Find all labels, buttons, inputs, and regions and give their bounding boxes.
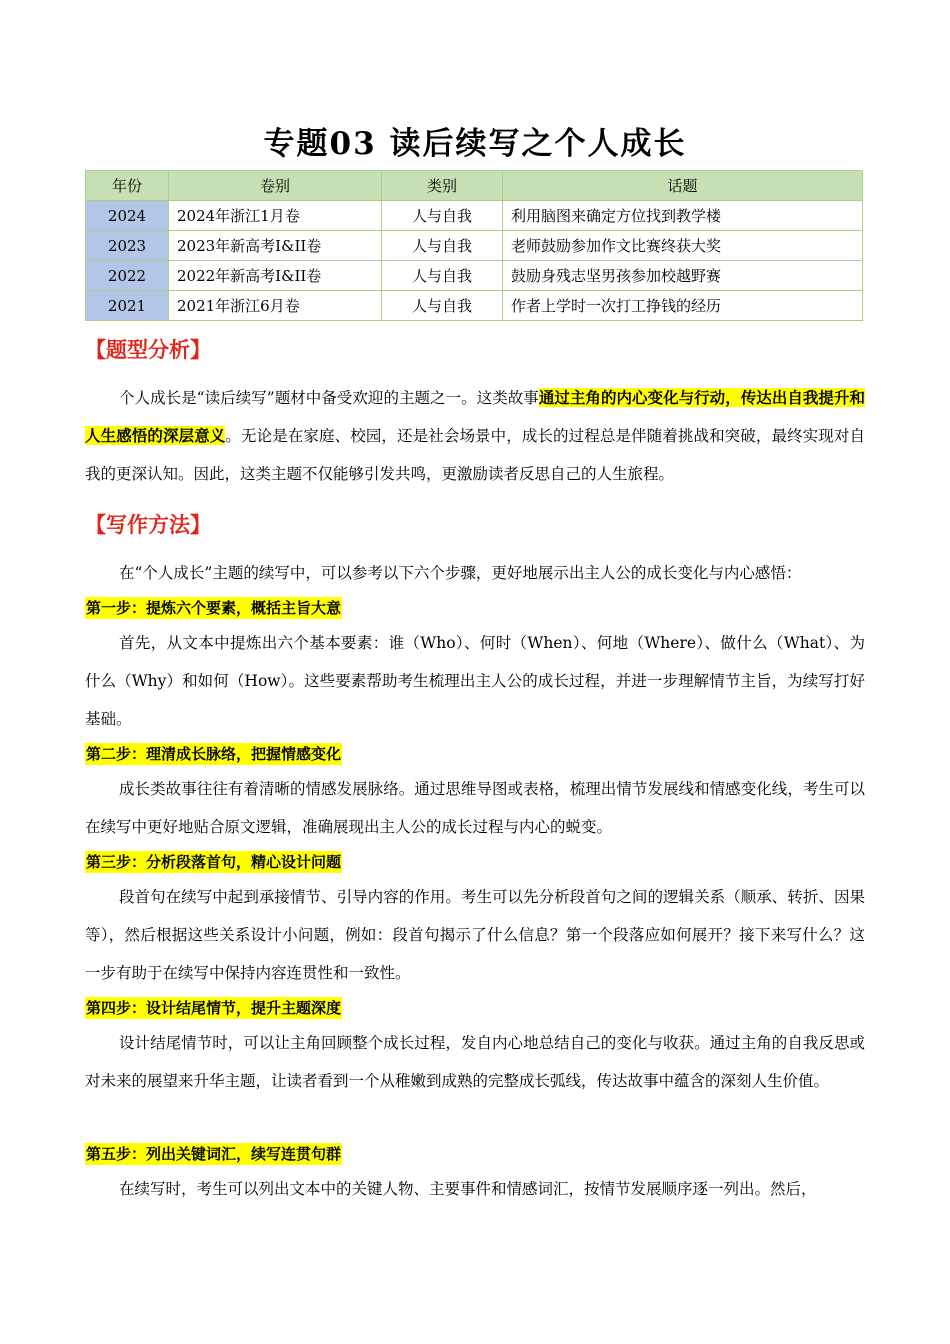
step-5-text: 在续写时，考生可以列出文本中的关键人物、主要事件和情感词汇，按情节发展顺序逐一列出。然后， [119, 1180, 817, 1198]
analysis-heading: 【题型分析】 [85, 338, 211, 362]
step-2-text: 成长类故事往往有着清晰的情感发展脉络。通过思维导图或表格，梳理出情节发展线和情感变化线，考生可以在续写中更好地贴合原文逻辑，准确展现出主人公的成长过程与内心的蜕变。 [85, 780, 865, 836]
step-3-title: 第三步：分析段落首句，精心设计问题 [86, 853, 342, 871]
paper-cell: 2024年浙江1月卷 [169, 201, 382, 231]
analysis-paragraph [85, 379, 865, 493]
year-cell: 2023 [86, 231, 169, 261]
table-row [86, 261, 863, 291]
step-1-title: 第一步：提炼六个要素，概括主旨大意 [86, 599, 342, 617]
page-title: 专题03 读后续写之个人成长 [263, 126, 687, 162]
step-5-title: 第五步：列出关键词汇，续写连贯句群 [86, 1145, 342, 1163]
step-3-text: 段首句在续写中起到承接情节、引导内容的作用。考生可以先分析段首句之间的逻辑关系（顺承、转折、因果等），然后根据这些关系设计小问题，例如：段首句揭示了什么信息？第一个段落应如何展开？接下来写什么？这一步有助于在续写中保持内容连贯性和一致性。 [85, 888, 865, 982]
category-cell: 人与自我 [382, 201, 503, 231]
step-4-title: 第四步：设计结尾情节，提升主题深度 [86, 999, 342, 1017]
topic-cell: 作者上学时一次打工挣钱的经历 [503, 291, 863, 321]
header-category: 类别 [382, 171, 503, 201]
table-header-row [86, 171, 863, 201]
analysis-highlight: 通过主角的内心变化与行动，传达出自我提升和人生感悟的深层意义 [85, 388, 865, 445]
topic-cell: 老师鼓励参加作文比赛终获大奖 [503, 231, 863, 261]
category-cell: 人与自我 [382, 261, 503, 291]
header-year: 年份 [86, 171, 169, 201]
method-heading: 【写作方法】 [85, 513, 211, 537]
table-row [86, 231, 863, 261]
table-row [86, 201, 863, 231]
step-2-title: 第二步：理清成长脉络，把握情感变化 [86, 745, 342, 763]
analysis-text-before: 个人成长是“读后续写”题材中备受欢迎的主题之一。这类故事 [119, 389, 539, 407]
method-intro: 在“个人成长”主题的续写中，可以参考以下六个步骤，更好地展示出主人公的成长变化与内心感悟： [119, 564, 802, 582]
paper-cell: 2021年浙江6月卷 [169, 291, 382, 321]
header-topic: 话题 [503, 171, 863, 201]
category-cell: 人与自我 [382, 231, 503, 261]
paper-cell: 2022年新高考I&II卷 [169, 261, 382, 291]
analysis-text-after: 。无论是在家庭、校园，还是社会场景中，成长的过程总是伴随着挑战和突破，最终实现对自我的更深认知。因此，这类主题不仅能够引发共鸣，更激励读者反思自己的人生旅程。 [85, 427, 865, 483]
category-cell: 人与自我 [382, 291, 503, 321]
step-4-text: 设计结尾情节时，可以让主角回顾整个成长过程，发自内心地总结自己的变化与收获。通过主角的自我反思或对未来的展望来升华主题，让读者看到一个从稚嫩到成熟的完整成长弧线，传达故事中蕴含的深刻人生价值。 [85, 1034, 865, 1090]
paper-cell: 2023年新高考I&II卷 [169, 231, 382, 261]
exam-summary-table [85, 170, 863, 321]
topic-cell: 利用脑图来确定方位找到教学楼 [503, 201, 863, 231]
table-row [86, 291, 863, 321]
year-cell: 2024 [86, 201, 169, 231]
header-paper: 卷别 [169, 171, 382, 201]
topic-cell: 鼓励身残志坚男孩参加校越野赛 [503, 261, 863, 291]
step-1-text: 首先，从文本中提炼出六个基本要素：谁（Who）、何时（When）、何地（Where）、做什么（What）、为什么（Why）和如何（How）。这些要素帮助考生梳理出主人公的成长过程，并进一步理解情节主旨，为续写打好基础。 [85, 634, 865, 728]
year-cell: 2021 [86, 291, 169, 321]
year-cell: 2022 [86, 261, 169, 291]
